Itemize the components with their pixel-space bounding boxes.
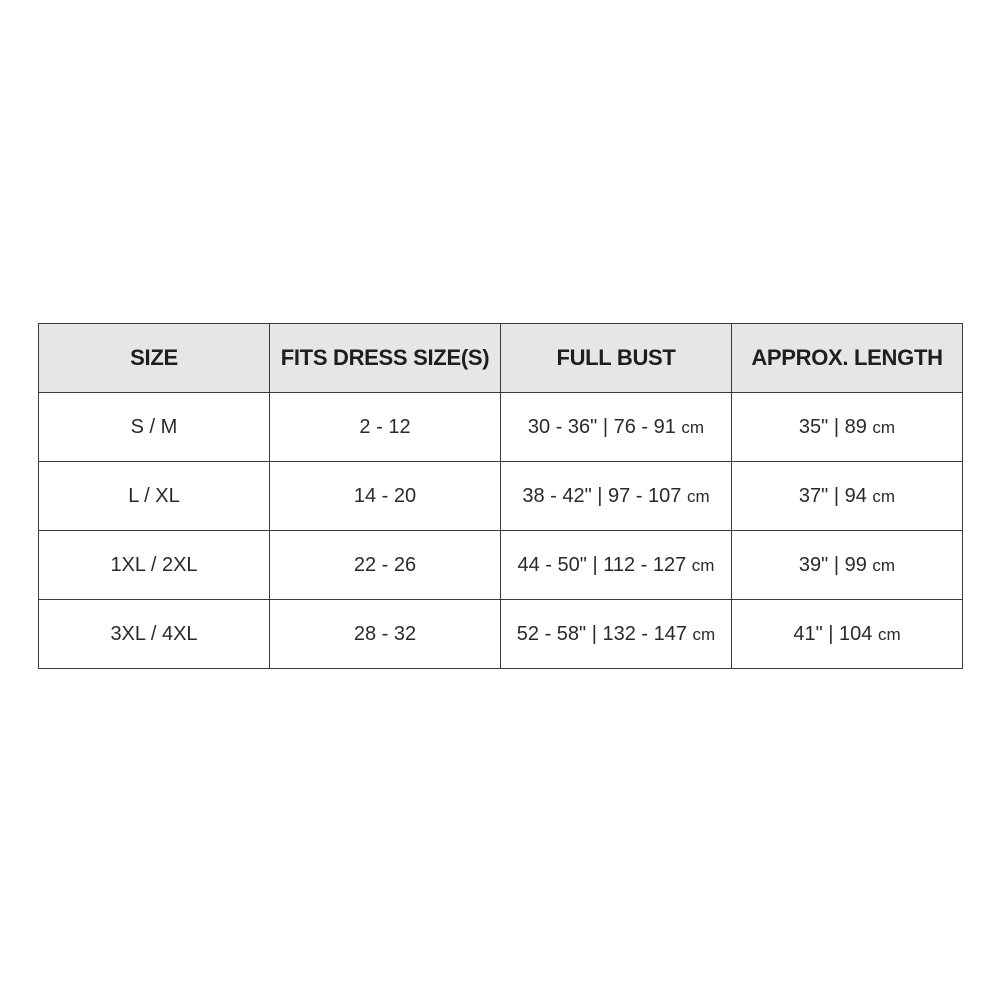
length-unit: cm	[872, 555, 896, 575]
cell-full-bust	[501, 531, 732, 600]
header-row	[39, 324, 963, 393]
cell-full-bust	[501, 393, 732, 462]
cell-dress-size: 28 - 32	[270, 600, 501, 669]
cell-approx-length	[732, 600, 963, 669]
cell-approx-length	[732, 393, 963, 462]
cell-dress-size: 2 - 12	[270, 393, 501, 462]
length-unit: cm	[872, 417, 896, 437]
length-unit: cm	[877, 624, 901, 644]
bust-unit: cm	[686, 486, 710, 506]
length-value: 41" | 104	[793, 622, 873, 645]
header-size: SIZE	[39, 324, 270, 393]
bust-value: 44 - 50" | 112 - 127	[517, 553, 687, 576]
header-approx-length: APPROX. LENGTH	[732, 324, 963, 393]
header-fits-dress-size: FITS DRESS SIZE(S)	[270, 324, 501, 393]
table-row	[39, 600, 963, 669]
cell-size: L / XL	[39, 462, 270, 531]
cell-size: 1XL / 2XL	[39, 531, 270, 600]
bust-value: 30 - 36" | 76 - 91	[527, 415, 676, 438]
bust-value: 38 - 42" | 97 - 107	[522, 484, 682, 507]
cell-size: S / M	[39, 393, 270, 462]
size-chart-table	[38, 323, 963, 669]
bust-value: 52 - 58" | 132 - 147	[516, 622, 687, 645]
cell-size: 3XL / 4XL	[39, 600, 270, 669]
cell-full-bust	[501, 462, 732, 531]
cell-dress-size: 14 - 20	[270, 462, 501, 531]
bust-unit: cm	[681, 417, 705, 437]
length-value: 37" | 94	[798, 484, 867, 507]
length-unit: cm	[872, 486, 896, 506]
table-body	[39, 393, 963, 669]
bust-unit: cm	[692, 624, 716, 644]
bust-unit: cm	[691, 555, 715, 575]
table-header	[39, 324, 963, 393]
table-row	[39, 393, 963, 462]
cell-approx-length	[732, 531, 963, 600]
table-row	[39, 531, 963, 600]
header-full-bust: FULL BUST	[501, 324, 732, 393]
cell-full-bust	[501, 600, 732, 669]
length-value: 39" | 99	[798, 553, 867, 576]
length-value: 35" | 89	[798, 415, 867, 438]
cell-dress-size: 22 - 26	[270, 531, 501, 600]
table-row	[39, 462, 963, 531]
cell-approx-length	[732, 462, 963, 531]
